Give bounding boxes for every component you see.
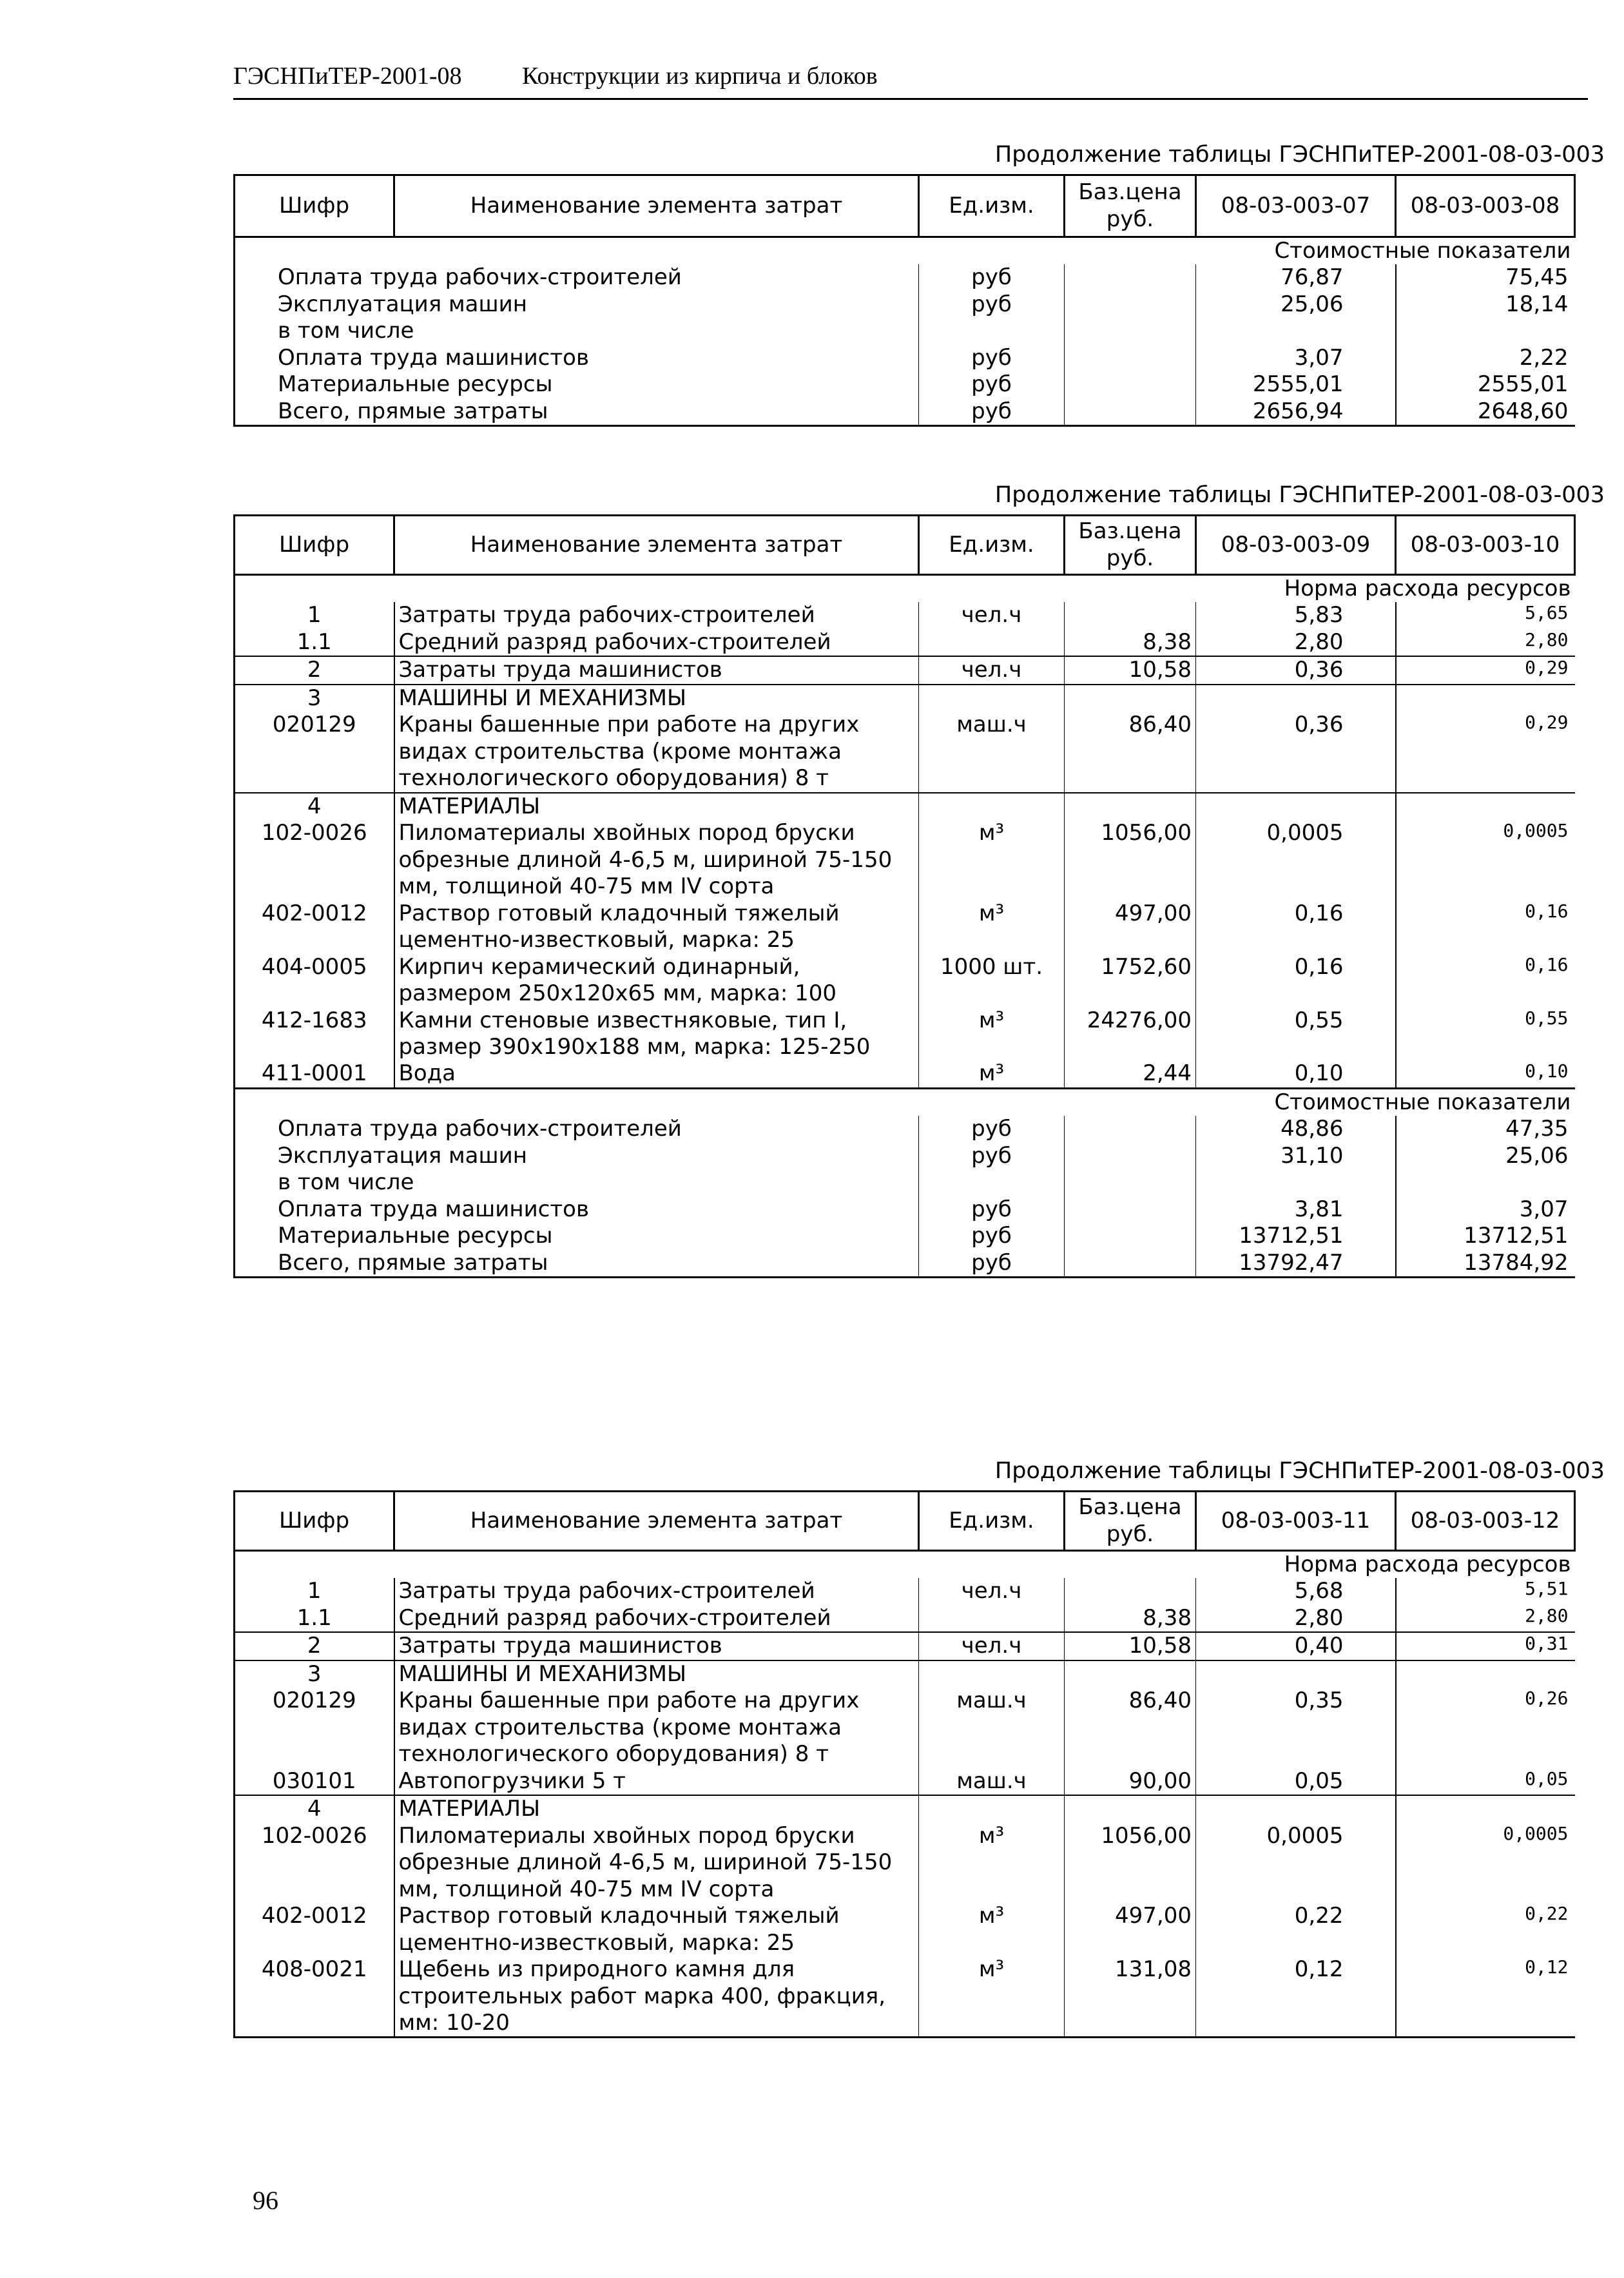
resource-unit: [919, 1795, 1065, 1822]
base-price: 1056,00: [1065, 1823, 1196, 1903]
resource-unit: [919, 629, 1065, 656]
table-row: [235, 1660, 1575, 1688]
table-row: [235, 602, 1575, 628]
col-a-header: 08-03-003-11: [1196, 1492, 1396, 1551]
norm-value-a: 0,35: [1196, 1688, 1396, 1767]
norm-value-b: 5,65: [1525, 602, 1569, 624]
cost-row: [235, 264, 1575, 291]
cost-price-empty: [1065, 1250, 1196, 1278]
base-price: 10,58: [1065, 1632, 1196, 1660]
table-row: [235, 629, 1575, 656]
table-row: [235, 685, 1575, 712]
cost-value-b: 13712,51: [1464, 1223, 1569, 1249]
table-row: [235, 1605, 1575, 1632]
resource-code: 1: [235, 1578, 394, 1604]
table-row: [235, 900, 1575, 954]
norm-value-a: 5,68: [1196, 1578, 1396, 1604]
section-title: Стоимостные показатели: [235, 1088, 1575, 1116]
cost-label: Оплата труда рабочих-строителей: [235, 264, 919, 291]
norm-value-a: 0,0005: [1196, 820, 1396, 900]
resource-name: Автопогрузчики 5 т: [394, 1768, 919, 1795]
table-row: [235, 656, 1575, 684]
resource-code: 102-0026: [235, 820, 394, 900]
col-unit-header: Ед.изм.: [919, 175, 1065, 237]
col-code-header: Шифр: [235, 175, 394, 237]
cost-unit: руб: [919, 264, 1065, 291]
norm-value-b: 0,31: [1396, 1632, 1575, 1660]
cost-label: Материальные ресурсы: [235, 371, 919, 398]
col-b-header: 08-03-003-12: [1396, 1492, 1575, 1551]
resource-unit: [919, 1605, 1065, 1632]
resource-code: 411-0001: [235, 1060, 394, 1088]
cost-value-a: [1196, 1169, 1396, 1196]
cost-label: Оплата труда машинистов: [235, 1196, 919, 1223]
norm-value-a: 0,16: [1196, 900, 1396, 954]
resource-name: МАТЕРИАЛЫ: [394, 1795, 919, 1822]
resource-unit: м³: [919, 1008, 1065, 1061]
resource-name: Пиломатериалы хвойных пород бруски обрезные длиной 4-6,5 м, шириной 75-150 мм, толщиной 40-75 мм IV сорта: [394, 820, 919, 900]
cost-unit: [919, 318, 1065, 344]
norm-value-a: [1196, 685, 1396, 712]
table1-caption: Продолжение таблицы ГЭСНПиТЕР-2001-08-03-003: [994, 142, 1605, 168]
resource-unit: [919, 793, 1065, 820]
norm-value-b: 0,0005: [1503, 820, 1569, 842]
table3-caption: Продолжение таблицы ГЭСНПиТЕР-2001-08-03-003: [994, 1458, 1605, 1484]
col-a-header: 08-03-003-07: [1196, 175, 1396, 237]
table-row: [235, 1008, 1575, 1061]
col-price-header: Баз.цена руб.: [1065, 175, 1196, 237]
col-name-header: Наименование элемента затрат: [394, 175, 919, 237]
norm-value-a: 0,10: [1196, 1060, 1396, 1088]
base-price: 131,08: [1065, 1956, 1196, 2038]
norm-value-b: 0,16: [1525, 953, 1569, 975]
resource-name: Камни стеновые известняковые, тип I, размер 390x190x188 мм, марка: 125-250: [394, 1008, 919, 1061]
resource-name: МАТЕРИАЛЫ: [394, 793, 919, 820]
resource-unit: маш.ч: [919, 1688, 1065, 1767]
base-price: 497,00: [1065, 1903, 1196, 1956]
norm-value-b: 0,29: [1525, 712, 1569, 734]
cost-row: [235, 1169, 1575, 1196]
norm-value-b: 0,22: [1525, 1903, 1569, 1925]
norm-value-b: 0,26: [1525, 1688, 1569, 1709]
base-price: 10,58: [1065, 656, 1196, 684]
resource-code: 4: [235, 793, 394, 820]
table-row: [235, 793, 1575, 820]
table-row: [235, 1578, 1575, 1604]
cost-unit: руб: [919, 291, 1065, 318]
resource-unit: чел.ч: [919, 1578, 1065, 1604]
table3: [233, 1490, 1576, 2038]
table2-costs: [235, 1088, 1575, 1277]
norm-value-a: 0,40: [1196, 1632, 1396, 1660]
base-price: [1065, 685, 1196, 712]
cost-value-b: 2648,60: [1396, 398, 1575, 426]
resource-name: Затраты труда рабочих-строителей: [394, 1578, 919, 1604]
resource-unit: маш.ч: [919, 1768, 1065, 1795]
cost-label: Оплата труда машинистов: [235, 345, 919, 371]
col-unit-header: Ед.изм.: [919, 516, 1065, 575]
section-title: Норма расхода ресурсов: [235, 575, 1575, 603]
resource-name: Кирпич керамический одинарный, размером 250x120x65 мм, марка: 100: [394, 954, 919, 1008]
resource-name: Краны башенные при работе на других видах строительства (кроме монтажа технологического оборудования) 8 т: [394, 1688, 919, 1767]
cost-unit: руб: [919, 1196, 1065, 1223]
document-code: ГЭСНПиТЕР-2001-08: [233, 63, 462, 90]
norm-value-b: [1396, 793, 1575, 820]
table1: [233, 174, 1576, 427]
base-price: 497,00: [1065, 900, 1196, 954]
cost-value-b: 25,06: [1505, 1142, 1569, 1169]
table2: [233, 514, 1576, 1278]
cost-row: [235, 371, 1575, 398]
cost-unit: [919, 1169, 1065, 1196]
table-row: [235, 1688, 1575, 1767]
norm-value-b: 0,29: [1396, 656, 1575, 684]
norm-value-b: 0,0005: [1503, 1822, 1569, 1844]
col-price-header: Баз.цена руб.: [1065, 516, 1196, 575]
cost-value-b: 47,35: [1505, 1116, 1569, 1142]
cost-label: в том числе: [235, 318, 919, 344]
cost-value-b: 2555,01: [1477, 371, 1569, 398]
document-title: Конструкции из кирпича и блоков: [522, 63, 878, 90]
base-price: 1752,60: [1065, 954, 1196, 1008]
norm-value-a: 0,36: [1196, 656, 1396, 684]
cost-value-b: [1396, 1169, 1575, 1196]
cost-value-a: 13712,51: [1196, 1223, 1396, 1249]
cost-row: [235, 1116, 1575, 1142]
col-b-header: 08-03-003-10: [1396, 516, 1575, 575]
base-price: [1065, 1795, 1196, 1822]
resource-name: Пиломатериалы хвойных пород бруски обрезные длиной 4-6,5 м, шириной 75-150 мм, толщиной 40-75 мм IV сорта: [394, 1823, 919, 1903]
col-name-header: Наименование элемента затрат: [394, 516, 919, 575]
resource-code: 030101: [235, 1768, 394, 1795]
col-price-header: Баз.цена руб.: [1065, 1492, 1196, 1551]
resource-name: Средний разряд рабочих-строителей: [394, 1605, 919, 1632]
resource-unit: чел.ч: [919, 1632, 1065, 1660]
page-number: 96: [253, 2186, 278, 2215]
resource-code: 402-0012: [235, 1903, 394, 1956]
resource-name: МАШИНЫ И МЕХАНИЗМЫ: [394, 685, 919, 712]
norm-value-a: 0,36: [1196, 712, 1396, 792]
resource-code: 402-0012: [235, 900, 394, 954]
cost-label: Эксплуатация машин: [235, 291, 919, 318]
resource-code: 020129: [235, 712, 394, 792]
cost-value-a: [1196, 318, 1396, 344]
resource-unit: м³: [919, 1823, 1065, 1903]
cost-label: Эксплуатация машин: [235, 1143, 919, 1169]
cost-price-empty: [1065, 1223, 1196, 1249]
cost-value-a: 13792,47: [1196, 1250, 1396, 1278]
resource-code: 020129: [235, 1688, 394, 1767]
resource-unit: м³: [919, 1903, 1065, 1956]
cost-unit: руб: [919, 1116, 1065, 1142]
norm-value-a: 0,22: [1196, 1903, 1396, 1956]
cost-row: [235, 345, 1575, 371]
norm-value-a: 5,83: [1196, 602, 1396, 628]
norm-value-b: [1396, 1660, 1575, 1688]
cost-price-empty: [1065, 345, 1196, 371]
resource-unit: маш.ч: [919, 712, 1065, 792]
cost-unit: руб: [919, 371, 1065, 398]
norm-value-b: 2,80: [1525, 628, 1569, 650]
header-rule: [233, 98, 1588, 100]
table-row: [235, 1632, 1575, 1660]
base-price: [1065, 602, 1196, 628]
cost-price-empty: [1065, 371, 1196, 398]
cost-price-empty: [1065, 1143, 1196, 1169]
table-row: [235, 1956, 1575, 2038]
base-price: 86,40: [1065, 1688, 1196, 1767]
cost-value-a: 31,10: [1196, 1143, 1396, 1169]
cost-value-a: 2656,94: [1196, 398, 1396, 426]
col-b-header: 08-03-003-08: [1396, 175, 1575, 237]
resource-name: Вода: [394, 1060, 919, 1088]
col-code-header: Шифр: [235, 1492, 394, 1551]
resource-name: Затраты труда машинистов: [394, 656, 919, 684]
base-price: 86,40: [1065, 712, 1196, 792]
cost-value-b: [1396, 318, 1575, 344]
resource-code: 102-0026: [235, 1823, 394, 1903]
base-price: [1065, 793, 1196, 820]
resource-code: 3: [235, 685, 394, 712]
resource-unit: 1000 шт.: [919, 954, 1065, 1008]
norm-value-b: 0,12: [1396, 1956, 1575, 2038]
cost-unit: руб: [919, 345, 1065, 371]
section-title: Стоимостные показатели: [235, 237, 1575, 265]
cost-value-a: 3,07: [1196, 345, 1396, 371]
resource-name: МАШИНЫ И МЕХАНИЗМЫ: [394, 1660, 919, 1688]
cost-price-empty: [1065, 398, 1196, 426]
norm-value-a: 0,16: [1196, 954, 1396, 1008]
norm-value-a: 2,80: [1196, 629, 1396, 656]
base-price: 8,38: [1065, 629, 1196, 656]
section-title: Норма расхода ресурсов: [235, 1551, 1575, 1579]
cost-price-empty: [1065, 291, 1196, 318]
cost-price-empty: [1065, 1169, 1196, 1196]
resource-unit: чел.ч: [919, 602, 1065, 628]
table-row: [235, 1795, 1575, 1822]
cost-label: Всего, прямые затраты: [235, 398, 919, 426]
resource-code: 2: [235, 1632, 394, 1660]
norm-value-a: 0,12: [1196, 1956, 1396, 2038]
table1-costs: [235, 237, 1575, 426]
norm-value-b: 0,55: [1525, 1007, 1569, 1029]
cost-price-empty: [1065, 264, 1196, 291]
resource-code: 412-1683: [235, 1008, 394, 1061]
cost-value-a: 2555,01: [1196, 371, 1396, 398]
norm-value-a: 0,55: [1196, 1008, 1396, 1061]
table3-rows: [235, 1551, 1575, 2038]
base-price: 90,00: [1065, 1768, 1196, 1795]
norm-value-b: 0,10: [1396, 1060, 1575, 1088]
resource-unit: [919, 1660, 1065, 1688]
resource-unit: чел.ч: [919, 656, 1065, 684]
cost-row: [235, 1143, 1575, 1169]
table-row: [235, 1060, 1575, 1088]
resource-name: Средний разряд рабочих-строителей: [394, 629, 919, 656]
base-price: 8,38: [1065, 1605, 1196, 1632]
cost-unit: руб: [919, 1223, 1065, 1249]
cost-row: [235, 1223, 1575, 1249]
resource-unit: м³: [919, 900, 1065, 954]
norm-value-a: [1196, 793, 1396, 820]
resource-code: 2: [235, 656, 394, 684]
cost-row: [235, 1250, 1575, 1278]
norm-value-a: 0,05: [1196, 1768, 1396, 1795]
resource-name: Затраты труда рабочих-строителей: [394, 602, 919, 628]
cost-price-empty: [1065, 1196, 1196, 1223]
resource-unit: м³: [919, 1060, 1065, 1088]
resource-unit: м³: [919, 1956, 1065, 2038]
cost-unit: руб: [919, 1143, 1065, 1169]
cost-value-b: 18,14: [1505, 291, 1569, 317]
col-unit-header: Ед.изм.: [919, 1492, 1065, 1551]
resource-unit: [919, 685, 1065, 712]
col-a-header: 08-03-003-09: [1196, 516, 1396, 575]
cost-value-a: 76,87: [1196, 264, 1396, 291]
resource-unit: м³: [919, 820, 1065, 900]
resource-code: 404-0005: [235, 954, 394, 1008]
norm-value-b: 2,80: [1525, 1604, 1569, 1626]
cost-label: Оплата труда рабочих-строителей: [235, 1116, 919, 1142]
base-price: 2,44: [1065, 1060, 1196, 1088]
cost-price-empty: [1065, 1116, 1196, 1142]
cost-row: [235, 1196, 1575, 1223]
table-row: [235, 712, 1575, 792]
resource-code: 1.1: [235, 629, 394, 656]
cost-unit: руб: [919, 398, 1065, 426]
norm-value-a: 0,0005: [1196, 1823, 1396, 1903]
table-row: [235, 1903, 1575, 1956]
norm-value-b: 0,16: [1525, 900, 1569, 922]
table-row: [235, 954, 1575, 1008]
resource-code: 4: [235, 1795, 394, 1822]
table-row: [235, 820, 1575, 900]
cost-label: Всего, прямые затраты: [235, 1250, 919, 1278]
resource-name: Щебень из природного камня для строительных работ марка 400, фракция, мм: 10-20: [394, 1956, 919, 2038]
cost-value-b: 2,22: [1519, 344, 1569, 371]
cost-row: [235, 398, 1575, 426]
base-price: [1065, 1660, 1196, 1688]
col-name-header: Наименование элемента затрат: [394, 1492, 919, 1551]
table-row: [235, 1823, 1575, 1903]
norm-value-b: [1396, 1795, 1575, 1822]
cost-price-empty: [1065, 318, 1196, 344]
cost-value-a: 25,06: [1196, 291, 1396, 318]
base-price: 1056,00: [1065, 820, 1196, 900]
resource-name: Затраты труда машинистов: [394, 1632, 919, 1660]
resource-code: 3: [235, 1660, 394, 1688]
norm-value-a: 2,80: [1196, 1605, 1396, 1632]
cost-label: Материальные ресурсы: [235, 1223, 919, 1249]
norm-value-b: 5,51: [1525, 1578, 1569, 1600]
table-row: [235, 1768, 1575, 1795]
running-header: [233, 62, 1587, 101]
table2-caption: Продолжение таблицы ГЭСНПиТЕР-2001-08-03-003: [994, 482, 1605, 508]
resource-code: 1.1: [235, 1605, 394, 1632]
base-price: 24276,00: [1065, 1008, 1196, 1061]
cost-label: в том числе: [235, 1169, 919, 1196]
table2-rows: [235, 575, 1575, 1089]
base-price: [1065, 1578, 1196, 1604]
col-code-header: Шифр: [235, 516, 394, 575]
cost-row: [235, 318, 1575, 344]
norm-value-a: [1196, 1795, 1396, 1822]
cost-value-b: 3,07: [1519, 1196, 1569, 1222]
resource-code: 408-0021: [235, 1956, 394, 2038]
cost-unit: руб: [919, 1250, 1065, 1278]
cost-row: [235, 291, 1575, 318]
cost-value-b: 13784,92: [1396, 1250, 1575, 1278]
cost-value-a: 48,86: [1196, 1116, 1396, 1142]
resource-name: Раствор готовый кладочный тяжелый цементно-известковый, марка: 25: [394, 1903, 919, 1956]
resource-name: Раствор готовый кладочный тяжелый цементно-известковый, марка: 25: [394, 900, 919, 954]
norm-value-b: 0,05: [1525, 1767, 1569, 1789]
norm-value-b: [1396, 685, 1575, 712]
cost-value-b: 75,45: [1505, 264, 1569, 291]
resource-name: Краны башенные при работе на других видах строительства (кроме монтажа технологического оборудования) 8 т: [394, 712, 919, 792]
cost-value-a: 3,81: [1196, 1196, 1396, 1223]
resource-code: 1: [235, 602, 394, 628]
norm-value-a: [1196, 1660, 1396, 1688]
